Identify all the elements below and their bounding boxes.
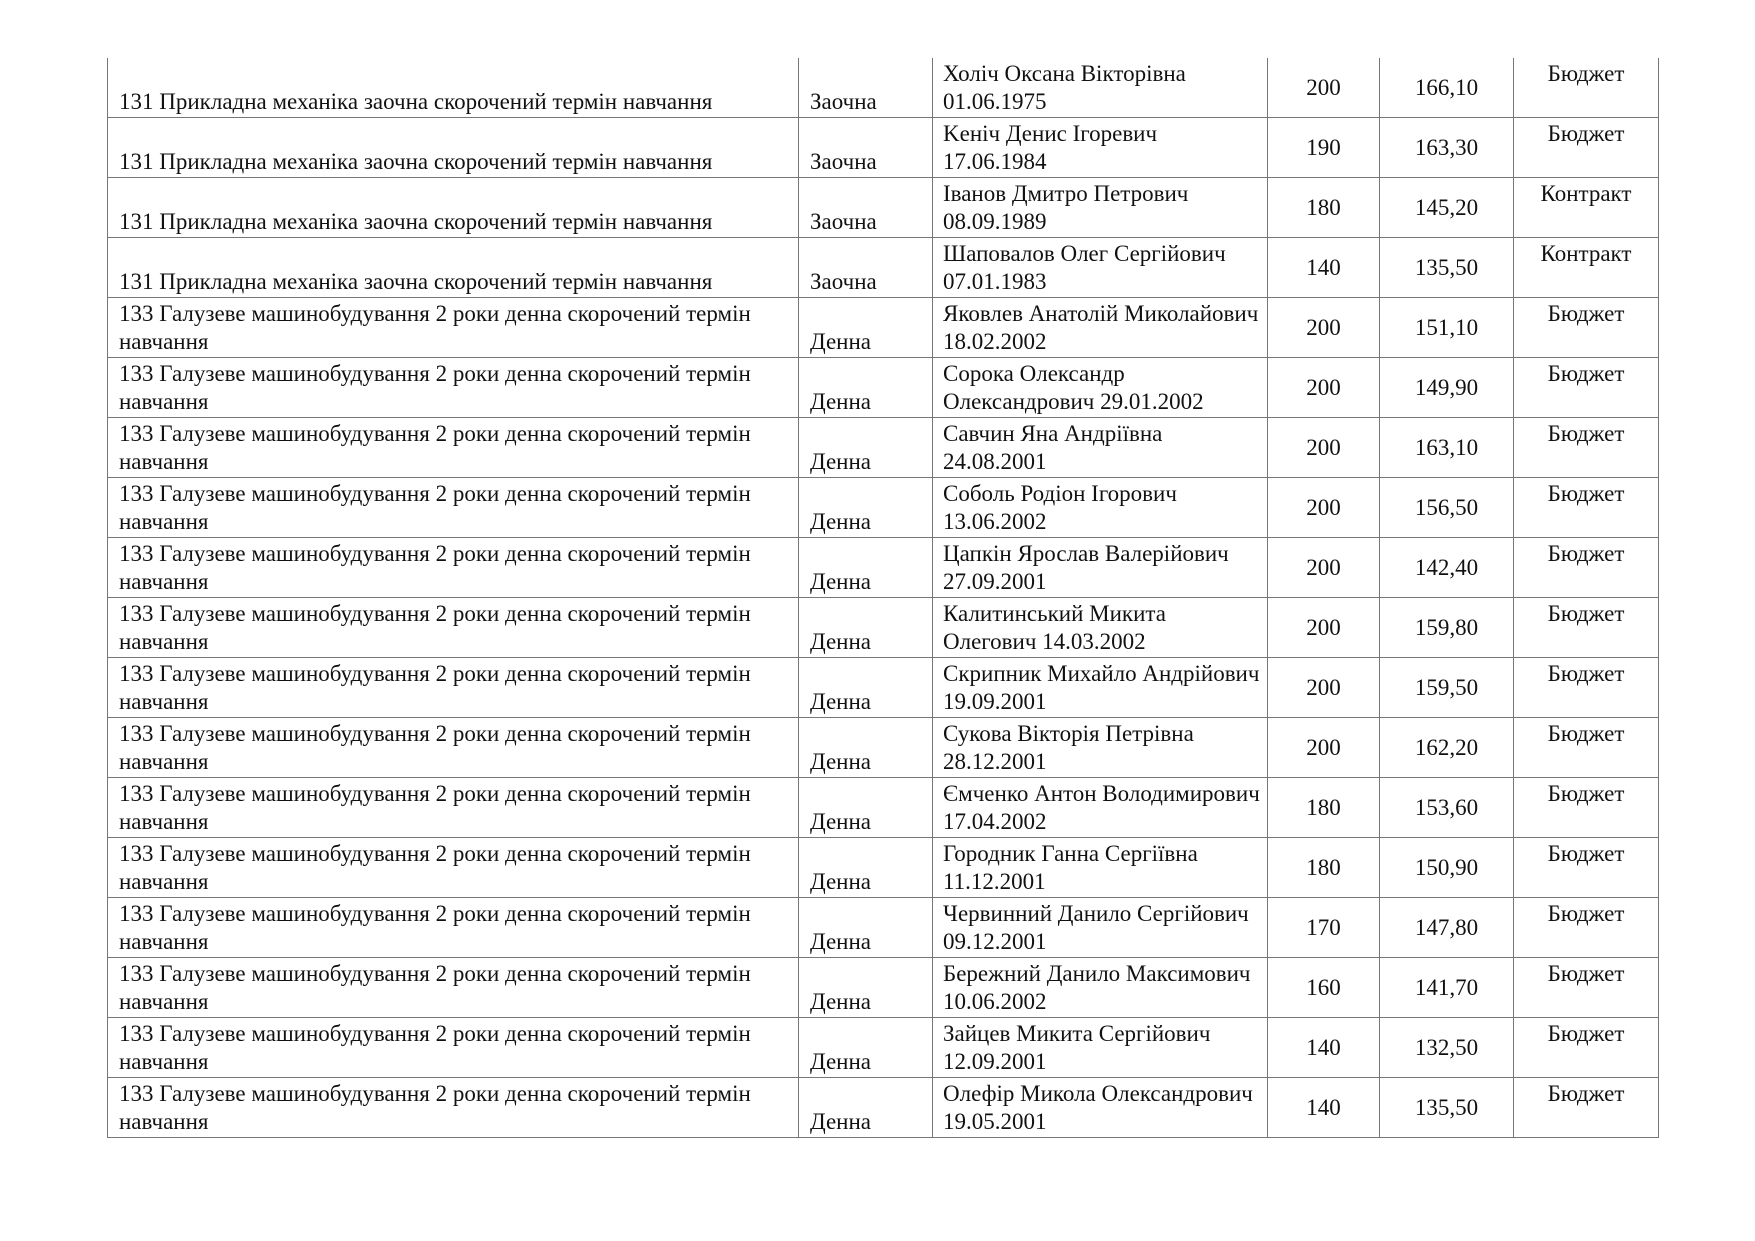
- applicant-name: Сорока Олександр Олександрович: [943, 360, 1125, 414]
- table-row: [108, 658, 1659, 718]
- score-cell: 190: [1268, 118, 1380, 178]
- program-cell: 133 Галузеве машинобудування 2 роки денна скорочений термін навчання: [108, 718, 799, 778]
- funding-cell: Бюджет: [1514, 898, 1659, 958]
- funding-cell: Бюджет: [1514, 958, 1659, 1018]
- program-cell: 131 Прикладна механіка заочна скорочений термін навчання: [108, 238, 799, 298]
- study-form-cell: Денна: [799, 538, 933, 598]
- score-cell: 140: [1268, 238, 1380, 298]
- birth-date: 07.01.1983: [943, 268, 1047, 294]
- birth-date: 28.12.2001: [943, 748, 1047, 774]
- applicant-name: Червинний Данило Сергійович: [943, 900, 1249, 926]
- funding-cell: Бюджет: [1514, 478, 1659, 538]
- applicant-name: Keнiч Денис Ігоревич: [943, 120, 1158, 146]
- applicant-cell: [933, 778, 1268, 838]
- program-cell: 133 Галузеве машинобудування 2 роки денна скорочений термін навчання: [108, 898, 799, 958]
- rating-cell: 159,50: [1380, 658, 1514, 718]
- rating-cell: 156,50: [1380, 478, 1514, 538]
- study-form-cell: Денна: [799, 658, 933, 718]
- funding-cell: Бюджет: [1514, 598, 1659, 658]
- rating-cell: 163,30: [1380, 118, 1514, 178]
- score-cell: 140: [1268, 1078, 1380, 1138]
- program-cell: 133 Галузеве машинобудування 2 роки денна скорочений термін навчання: [108, 838, 799, 898]
- score-cell: 200: [1268, 418, 1380, 478]
- applicant-cell: [933, 238, 1268, 298]
- document-page: [107, 58, 1658, 1138]
- rating-cell: 159,80: [1380, 598, 1514, 658]
- score-cell: 200: [1268, 658, 1380, 718]
- birth-date: 11.12.2001: [943, 868, 1046, 894]
- applicant-name: Ємченко Антон Володимирович: [943, 780, 1260, 806]
- program-cell: 133 Галузеве машинобудування 2 роки денна скорочений термін навчання: [108, 598, 799, 658]
- applicant-cell: [933, 298, 1268, 358]
- program-cell: 131 Прикладна механіка заочна скорочений термін навчання: [108, 118, 799, 178]
- applicant-cell: [933, 958, 1268, 1018]
- applicant-cell: [933, 598, 1268, 658]
- study-form-cell: Денна: [799, 898, 933, 958]
- applicant-cell: [933, 418, 1268, 478]
- score-cell: 200: [1268, 538, 1380, 598]
- study-form-cell: Денна: [799, 838, 933, 898]
- rating-cell: 153,60: [1380, 778, 1514, 838]
- rating-cell: 151,10: [1380, 298, 1514, 358]
- birth-date: 17.04.2002: [943, 808, 1047, 834]
- program-cell: 133 Галузеве машинобудування 2 роки денна скорочений термін навчання: [108, 358, 799, 418]
- study-form-cell: Денна: [799, 478, 933, 538]
- funding-cell: Бюджет: [1514, 358, 1659, 418]
- program-cell: 133 Галузеве машинобудування 2 роки денна скорочений термін навчання: [108, 478, 799, 538]
- applicant-name: Савчин Яна Андріївна: [943, 420, 1163, 446]
- birth-date: 24.08.2001: [943, 448, 1047, 474]
- rating-cell: 149,90: [1380, 358, 1514, 418]
- funding-cell: Бюджет: [1514, 1018, 1659, 1078]
- program-cell: 133 Галузеве машинобудування 2 роки денна скорочений термін навчання: [108, 658, 799, 718]
- table-row: [108, 118, 1659, 178]
- table-row: [108, 298, 1659, 358]
- applicant-name: Калитинський Микита Олегович: [943, 600, 1166, 654]
- rating-cell: 163,10: [1380, 418, 1514, 478]
- funding-cell: Бюджет: [1514, 118, 1659, 178]
- study-form-cell: Заочна: [799, 178, 933, 238]
- score-cell: 200: [1268, 478, 1380, 538]
- study-form-cell: Денна: [799, 418, 933, 478]
- birth-date: 09.12.2001: [943, 928, 1047, 954]
- rating-cell: 135,50: [1380, 238, 1514, 298]
- birth-date: 13.06.2002: [943, 508, 1047, 534]
- table-row: [108, 598, 1659, 658]
- applicant-name: Бережний Данило Максимович: [943, 960, 1251, 986]
- score-cell: 200: [1268, 58, 1380, 118]
- study-form-cell: Заочна: [799, 238, 933, 298]
- birth-date: 10.06.2002: [943, 988, 1047, 1014]
- applicant-name: Цапкін Ярослав Валерійович: [943, 540, 1229, 566]
- applicant-name: Городник Ганна Сергіївна: [943, 840, 1198, 866]
- table-row: [108, 238, 1659, 298]
- table-row: [108, 538, 1659, 598]
- program-cell: 133 Галузеве машинобудування 2 роки денна скорочений термін навчання: [108, 1078, 799, 1138]
- program-cell: 131 Прикладна механіка заочна скорочений термін навчання: [108, 58, 799, 118]
- table-row: [108, 958, 1659, 1018]
- table-row: [108, 58, 1659, 118]
- study-form-cell: Денна: [799, 298, 933, 358]
- table-row: [108, 178, 1659, 238]
- rating-cell: 145,20: [1380, 178, 1514, 238]
- program-cell: 133 Галузеве машинобудування 2 роки денна скорочений термін навчання: [108, 418, 799, 478]
- applicant-cell: [933, 178, 1268, 238]
- birth-date: 19.09.2001: [943, 688, 1047, 714]
- table-row: [108, 838, 1659, 898]
- score-cell: 180: [1268, 178, 1380, 238]
- applicant-name: Зайцев Микита Сергійович: [943, 1020, 1211, 1046]
- applicant-cell: [933, 58, 1268, 118]
- program-cell: 133 Галузеве машинобудування 2 роки денна скорочений термін навчання: [108, 1018, 799, 1078]
- applicant-cell: [933, 898, 1268, 958]
- birth-date: 19.05.2001: [943, 1108, 1047, 1134]
- score-cell: 180: [1268, 838, 1380, 898]
- program-cell: 133 Галузеве машинобудування 2 роки денна скорочений термін навчання: [108, 298, 799, 358]
- applicant-cell: [933, 118, 1268, 178]
- study-form-cell: Денна: [799, 958, 933, 1018]
- birth-date: 12.09.2001: [943, 1048, 1047, 1074]
- rating-cell: 132,50: [1380, 1018, 1514, 1078]
- rating-cell: 166,10: [1380, 58, 1514, 118]
- program-cell: 133 Галузеве машинобудування 2 роки денна скорочений термін навчання: [108, 538, 799, 598]
- table-row: [108, 1018, 1659, 1078]
- score-cell: 180: [1268, 778, 1380, 838]
- program-cell: 131 Прикладна механіка заочна скорочений термін навчання: [108, 178, 799, 238]
- applicant-cell: [933, 358, 1268, 418]
- applicant-cell: [933, 1018, 1268, 1078]
- rating-cell: 162,20: [1380, 718, 1514, 778]
- rating-cell: 150,90: [1380, 838, 1514, 898]
- applicant-name: Сукова Вікторія Петрівна: [943, 720, 1194, 746]
- table-row: [108, 478, 1659, 538]
- study-form-cell: Заочна: [799, 118, 933, 178]
- study-form-cell: Денна: [799, 598, 933, 658]
- funding-cell: Бюджет: [1514, 298, 1659, 358]
- birth-date: 08.09.1989: [943, 208, 1047, 234]
- birth-date: 27.09.2001: [943, 568, 1047, 594]
- funding-cell: Бюджет: [1514, 838, 1659, 898]
- table-row: [108, 1078, 1659, 1138]
- funding-cell: Бюджет: [1514, 1078, 1659, 1138]
- program-cell: 133 Галузеве машинобудування 2 роки денна скорочений термін навчання: [108, 958, 799, 1018]
- table-row: [108, 898, 1659, 958]
- funding-cell: Бюджет: [1514, 718, 1659, 778]
- applicant-name: Яковлев Анатолій Миколайович: [943, 300, 1259, 326]
- study-form-cell: Денна: [799, 1018, 933, 1078]
- rating-cell: 147,80: [1380, 898, 1514, 958]
- applicants-table: [107, 58, 1659, 1138]
- score-cell: 200: [1268, 718, 1380, 778]
- score-cell: 140: [1268, 1018, 1380, 1078]
- birth-date: 14.03.2002: [1042, 628, 1146, 654]
- study-form-cell: Денна: [799, 1078, 933, 1138]
- score-cell: 170: [1268, 898, 1380, 958]
- applicants-table-body: [108, 58, 1659, 1138]
- table-row: [108, 718, 1659, 778]
- funding-cell: Бюджет: [1514, 778, 1659, 838]
- applicant-cell: [933, 478, 1268, 538]
- applicant-name: Скрипник Михайло Андрійович: [943, 660, 1260, 686]
- funding-cell: Бюджет: [1514, 58, 1659, 118]
- applicant-name: Соболь Родіон Ігорович: [943, 480, 1177, 506]
- score-cell: 200: [1268, 598, 1380, 658]
- table-row: [108, 418, 1659, 478]
- funding-cell: Бюджет: [1514, 418, 1659, 478]
- table-row: [108, 778, 1659, 838]
- birth-date: 29.01.2002: [1100, 388, 1204, 414]
- applicant-cell: [933, 718, 1268, 778]
- applicant-name: Шаповалов Олег Сергійович: [943, 240, 1226, 266]
- funding-cell: Бюджет: [1514, 538, 1659, 598]
- funding-cell: Бюджет: [1514, 658, 1659, 718]
- study-form-cell: Денна: [799, 358, 933, 418]
- rating-cell: 135,50: [1380, 1078, 1514, 1138]
- applicant-name: Іванов Дмитро Петрович: [943, 180, 1189, 206]
- applicant-cell: [933, 838, 1268, 898]
- rating-cell: 141,70: [1380, 958, 1514, 1018]
- score-cell: 160: [1268, 958, 1380, 1018]
- funding-cell: Контракт: [1514, 238, 1659, 298]
- score-cell: 200: [1268, 298, 1380, 358]
- funding-cell: Контракт: [1514, 178, 1659, 238]
- study-form-cell: Заочна: [799, 58, 933, 118]
- table-row: [108, 358, 1659, 418]
- birth-date: 01.06.1975: [943, 88, 1047, 114]
- applicant-name: Олефір Микола Олександрович: [943, 1080, 1253, 1106]
- birth-date: 18.02.2002: [943, 328, 1047, 354]
- study-form-cell: Денна: [799, 778, 933, 838]
- applicant-name: Холіч Оксана Вікторівна: [943, 60, 1186, 86]
- applicant-cell: [933, 538, 1268, 598]
- birth-date: 17.06.1984: [943, 148, 1047, 174]
- program-cell: 133 Галузеве машинобудування 2 роки денна скорочений термін навчання: [108, 778, 799, 838]
- applicant-cell: [933, 658, 1268, 718]
- study-form-cell: Денна: [799, 718, 933, 778]
- applicant-cell: [933, 1078, 1268, 1138]
- rating-cell: 142,40: [1380, 538, 1514, 598]
- score-cell: 200: [1268, 358, 1380, 418]
